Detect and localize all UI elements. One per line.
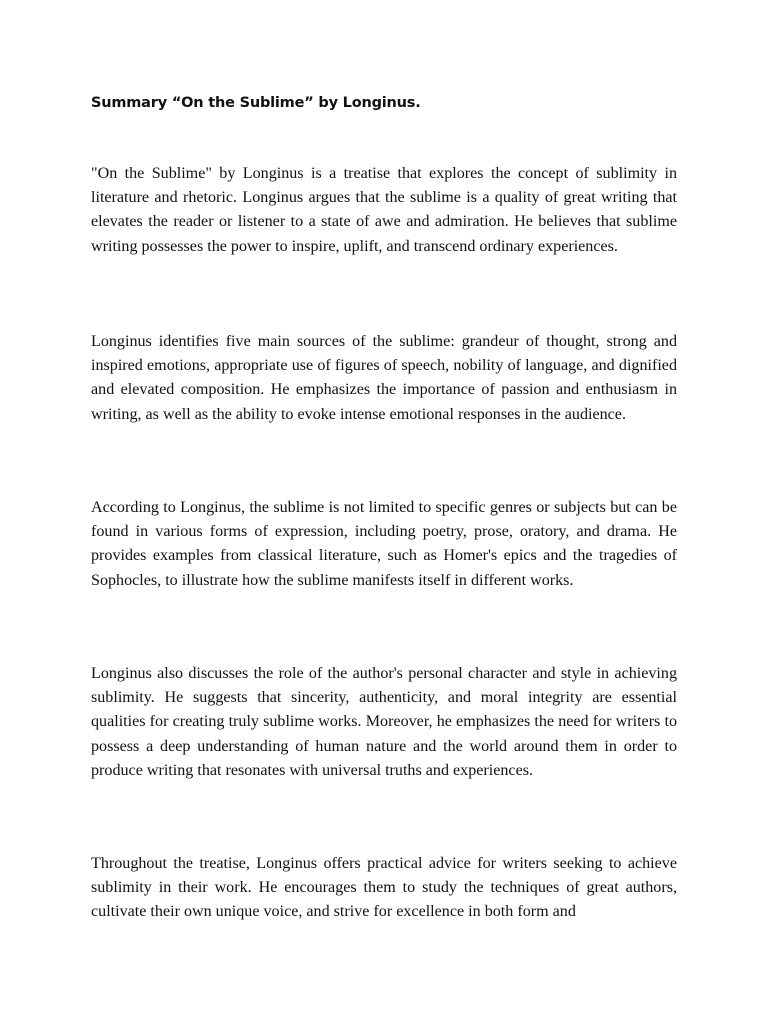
document-title: Summary “On the Sublime” by Longinus. — [91, 95, 421, 111]
paragraph-5: Throughout the treatise, Longinus offers practical advice for writers seeking to achieve sublimity in their work. He encourages them to study the techniques of great authors, cultivate their own unique voice, and strive for excellence in both form and — [91, 855, 677, 921]
paragraph-2: Longinus identifies five main sources of the sublime: grandeur of thought, strong and inspired emotions, appropriate use of figures of speech, nobility of language, and dignified and elevated composition. He emphasizes the importance of passion and enthusiasm in writing, as well as the ability to evoke intense emotional responses in the audience. — [91, 333, 677, 423]
paragraph-4: Longinus also discusses the role of the author's personal character and style in achieving sublimity. He suggests that sincerity, authenticity, and moral integrity are essential qualities for creating truly sublime works. Moreover, he emphasizes the need for writers to possess a deep understanding of human nature and the world around them in order to produce writing that resonates with universal truths and experiences. — [91, 665, 677, 779]
paragraph-1: "On the Sublime" by Longinus is a treatise that explores the concept of sublimity in literature and rhetoric. Longinus argues that the sublime is a quality of great writing that elevates the reader or listener to a state of awe and admiration. He believes that sublime writing possesses the power to inspire, uplift, and transcend ordinary experiences. — [91, 165, 677, 255]
paragraph-3: According to Longinus, the sublime is not limited to specific genres or subjects but can be found in various forms of expression, including poetry, prose, oratory, and drama. He provides examples from classical literature, such as Homer's epics and the tragedies of Sophocles, to illustrate how the sublime manifests itself in different works. — [91, 499, 677, 589]
